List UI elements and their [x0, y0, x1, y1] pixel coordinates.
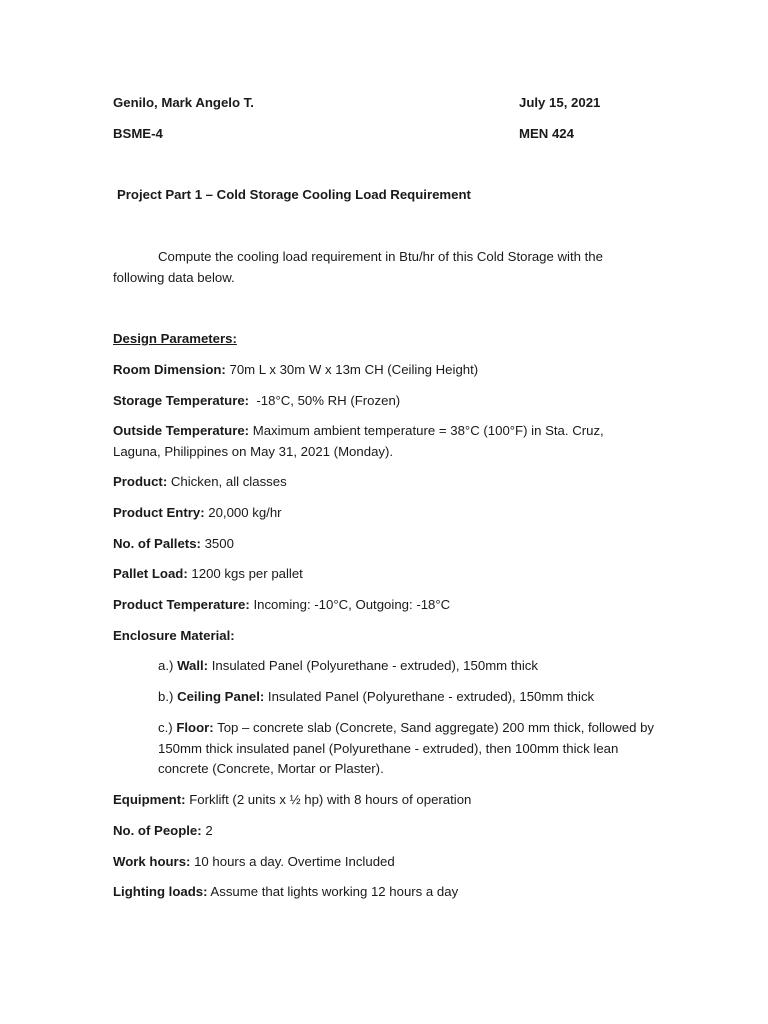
param-pallet-load [113, 564, 303, 584]
param-value: -18°C, 50% RH (Frozen) [249, 393, 401, 408]
param-value: Assume that lights working 12 hours a day [207, 884, 459, 899]
param-value: 10 hours a day. Overtime Included [190, 854, 395, 869]
enclosure-item-ceiling [158, 687, 658, 708]
param-product-temperature [113, 595, 450, 615]
enclosure-item-wall [158, 656, 658, 677]
param-label: Room Dimension: [113, 362, 226, 377]
param-label: Storage Temperature: [113, 393, 250, 408]
param-label: Product Temperature: [113, 597, 250, 612]
param-product [113, 472, 287, 492]
course-code: MEN 424 [519, 126, 574, 141]
program-code: BSME-4 [113, 126, 163, 141]
author-name: Genilo, Mark Angelo T. [113, 95, 254, 110]
enclosure-value: Top – concrete slab (Concrete, Sand aggregate) 200 mm thick, followed by 150mm thick insulated panel (Polyurethane - extruded), then 100mm thick lean concrete (Concrete, Mortar or Plaster). [158, 720, 654, 776]
param-value: Incoming: -10°C, Outgoing: -18°C [249, 597, 451, 612]
param-work-hours [113, 852, 395, 872]
enclosure-prefix: a.) [158, 658, 178, 673]
section-heading: Design Parameters: [113, 331, 237, 346]
param-outside-temperature [113, 421, 653, 462]
param-label: Outside Temperature: [113, 423, 250, 438]
param-value: Chicken, all classes [167, 474, 287, 489]
param-storage-temperature [113, 391, 400, 411]
enclosure-value: Insulated Panel (Polyurethane - extruded), 150mm thick [264, 689, 595, 704]
param-label: Product: [113, 474, 168, 489]
param-product-entry [113, 503, 282, 523]
param-pallets [113, 534, 234, 554]
param-lighting-loads [113, 882, 458, 902]
enclosure-prefix: c.) [158, 720, 177, 735]
intro-paragraph: Compute the cooling load requirement in Btu/hr of this Cold Storage with the following data below. [113, 249, 603, 285]
param-label: Equipment: [113, 792, 186, 807]
param-equipment [113, 790, 471, 810]
param-value: 70m L x 30m W x 13m CH (Ceiling Height) [225, 362, 479, 377]
param-people [113, 821, 213, 841]
param-label: No. of Pallets: [113, 536, 201, 551]
param-value: 2 [201, 823, 213, 838]
enclosure-value: Insulated Panel (Polyurethane - extruded), 150mm thick [208, 658, 538, 673]
param-label: Product Entry: [113, 505, 205, 520]
enclosure-label: Wall: [177, 658, 209, 673]
enclosure-item-floor [158, 718, 656, 780]
param-value: 1200 kgs per pallet [187, 566, 303, 581]
document-date: July 15, 2021 [519, 95, 601, 110]
param-label: Lighting loads: [113, 884, 208, 899]
param-room-dimension [113, 360, 478, 380]
enclosure-label: Ceiling Panel: [177, 689, 265, 704]
param-value: 20,000 kg/hr [204, 505, 282, 520]
param-value: Maximum ambient temperature = 38°C (100°F) in Sta. Cruz, Laguna, Philippines on May 31, 2021 (Monday). [113, 423, 604, 459]
param-value: Forklift (2 units x ½ hp) with 8 hours of operation [185, 792, 472, 807]
param-label: Pallet Load: [113, 566, 188, 581]
param-value: 3500 [200, 536, 234, 551]
param-label: Work hours: [113, 854, 191, 869]
param-enclosure-material: Enclosure Material: [113, 628, 235, 643]
param-label: No. of People: [113, 823, 202, 838]
enclosure-prefix: b.) [158, 689, 178, 704]
enclosure-label: Floor: [176, 720, 214, 735]
document-title: Project Part 1 – Cold Storage Cooling Load Requirement [117, 187, 471, 202]
